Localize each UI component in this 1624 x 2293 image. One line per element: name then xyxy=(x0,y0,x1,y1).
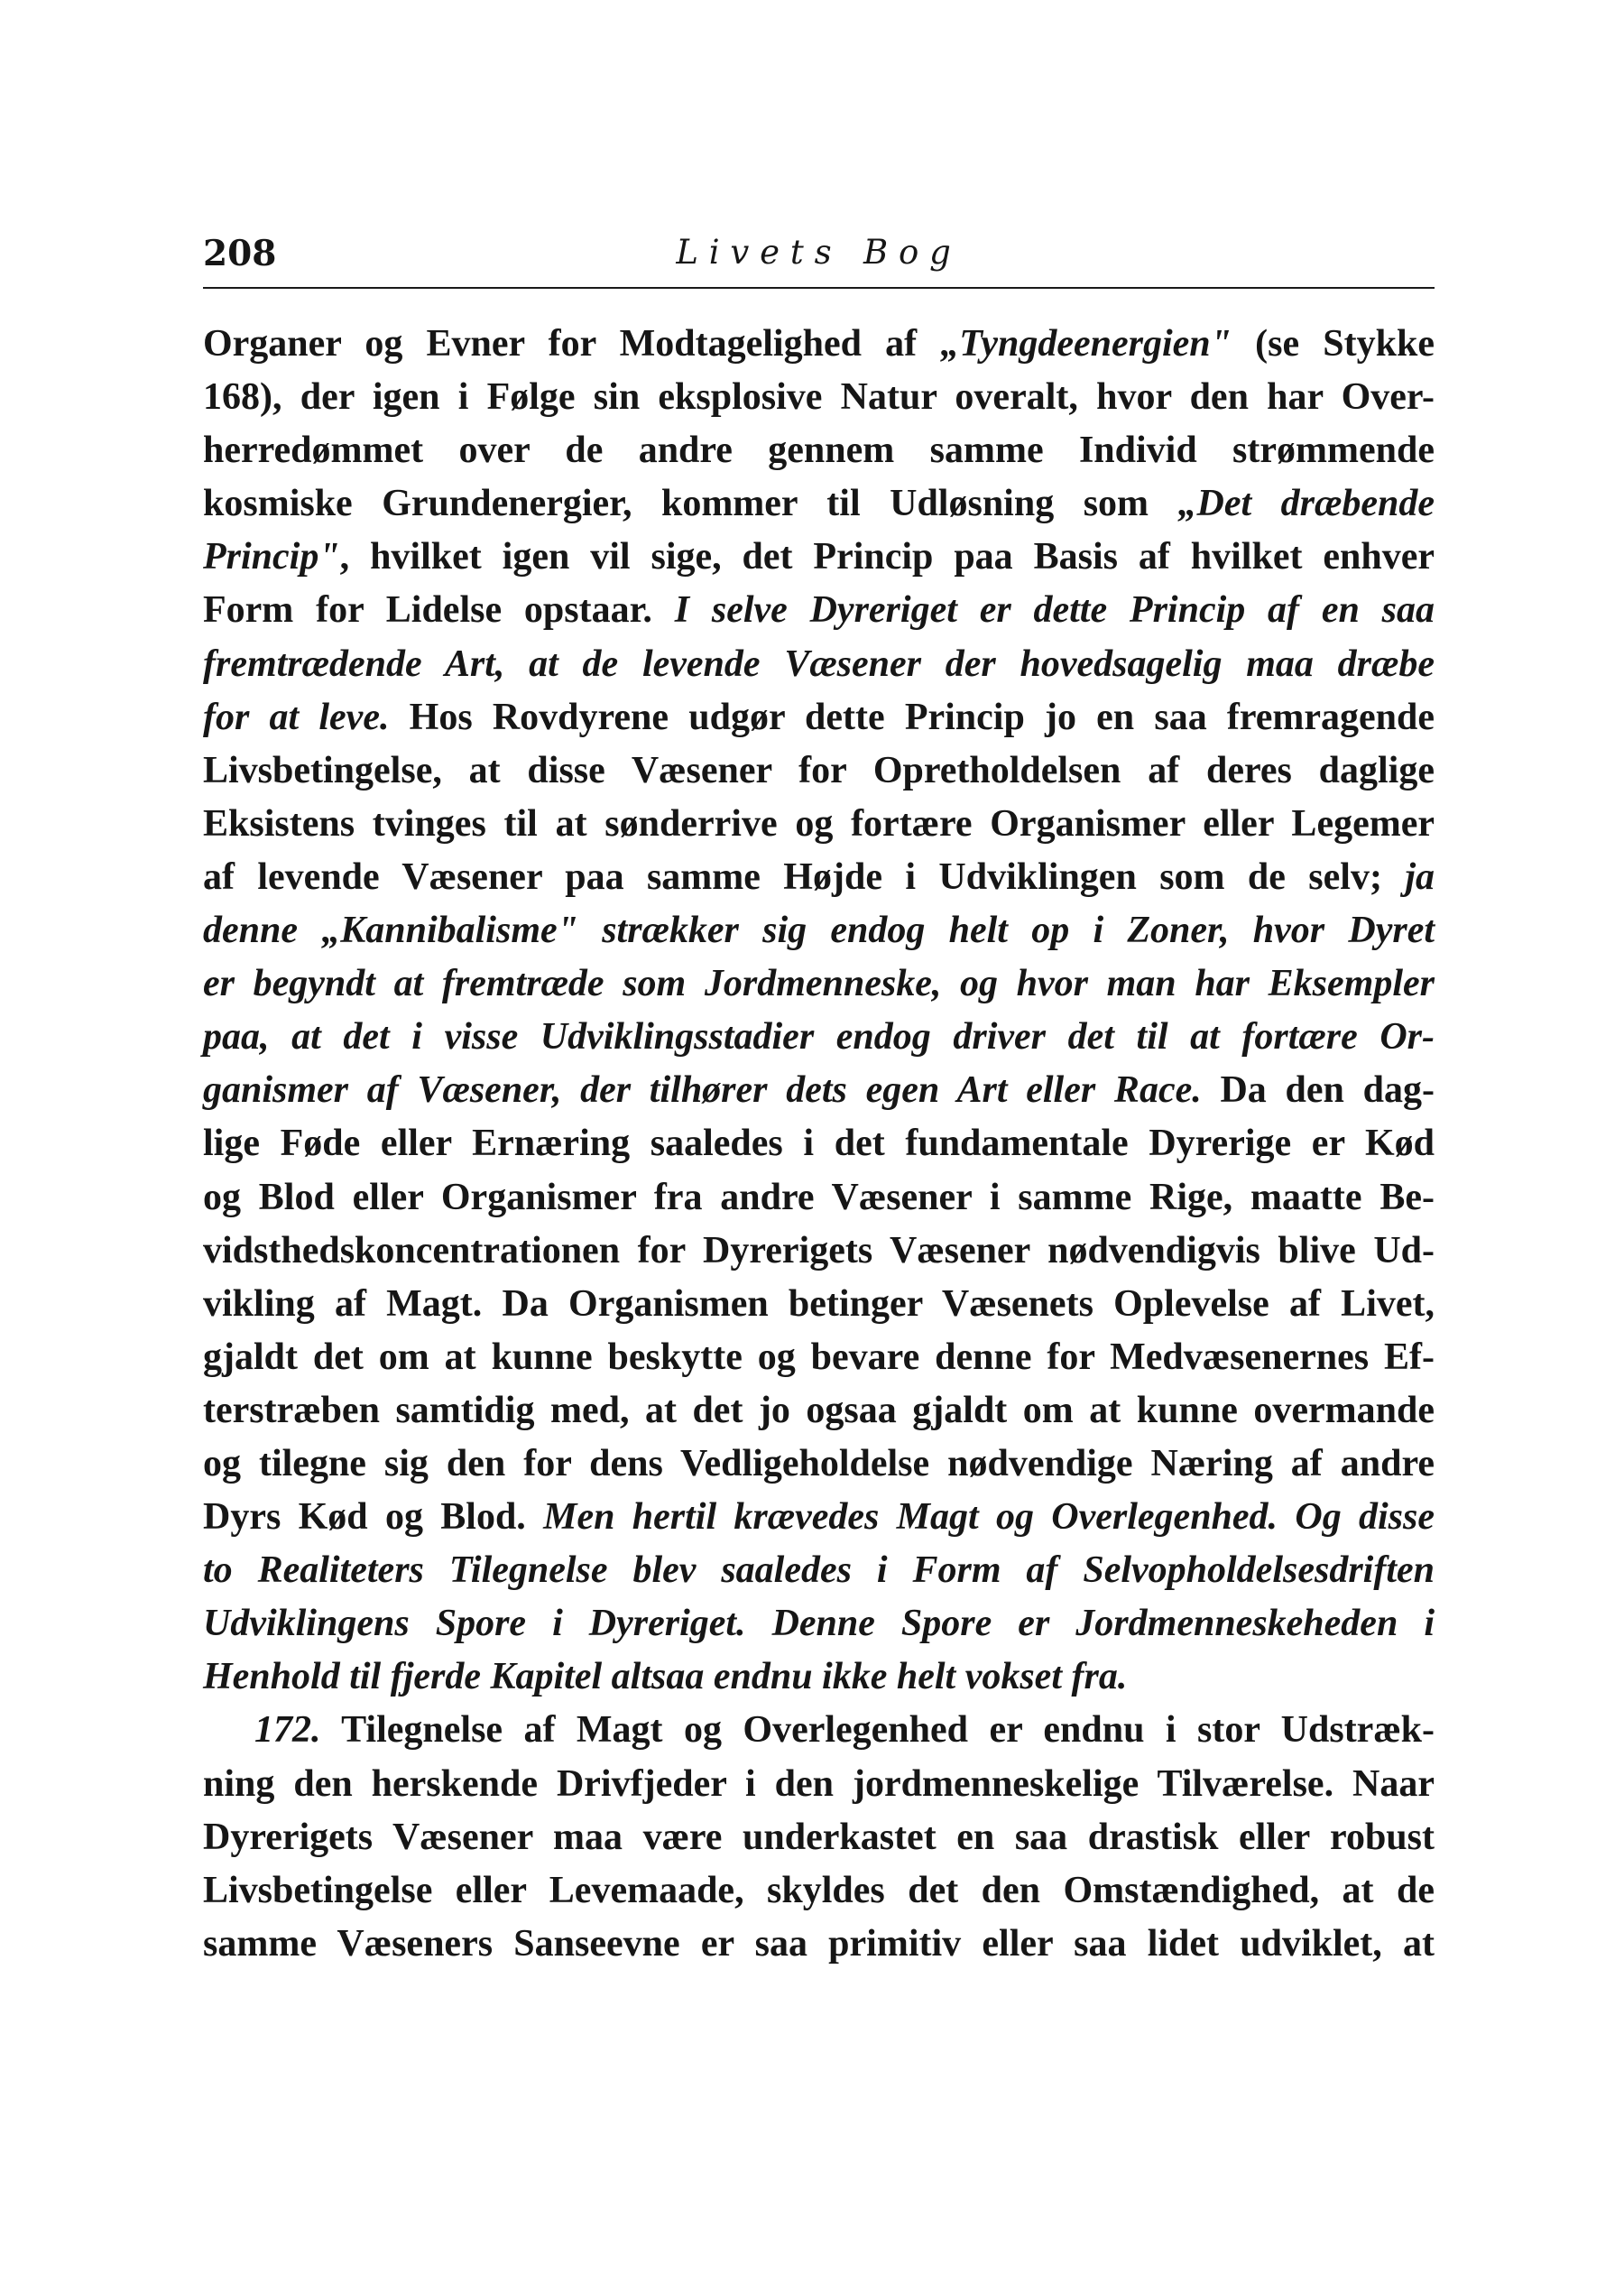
text-line xyxy=(203,1278,1435,1331)
text-segment: og Blod eller Organismer fra andre Væsener i samme Rige, maatte Be- xyxy=(203,1176,1435,1218)
text-segment: kosmiske Grundenergier, kommer til Udløsning som xyxy=(203,483,1178,525)
italic-text-segment: 172. xyxy=(254,1709,321,1752)
text-segment: Organer og Evner for Modtagelighed af xyxy=(203,323,941,365)
text-line xyxy=(203,798,1435,851)
text-segment: af levende Væsener paa samme Højde i Udviklingen som de selv; xyxy=(203,855,1406,898)
text-line xyxy=(203,1225,1435,1278)
italic-text-segment: I selve Dyreriget er dette Princip af en saa xyxy=(674,589,1435,632)
text-line xyxy=(203,1331,1435,1384)
text-line xyxy=(203,691,1435,744)
body-text xyxy=(203,318,1435,1971)
italic-text-segment: fremtrædende Art, at de levende Væsener der hovedsagelig maa dræbe xyxy=(203,643,1435,685)
italic-text-segment: ganismer af Væsener, der tilhører dets egen Art eller Race. xyxy=(203,1069,1202,1112)
italic-text-segment: paa, at det i visse Udviklingsstadier endog driver det til at fortære Or- xyxy=(203,1016,1435,1059)
italic-text-segment: for at leve. xyxy=(203,696,390,738)
text-line xyxy=(203,1117,1435,1170)
page-header xyxy=(203,233,1435,289)
text-line xyxy=(203,1597,1435,1650)
text-segment: Dyrs Kød og Blod. xyxy=(203,1496,544,1539)
text-segment: Livsbetingelse, at disse Væsener for Opretholdelsen af deres daglige xyxy=(203,749,1435,791)
text-segment: vidsthedskoncentrationen for Dyrerigets Væsener nødvendigvis blive Ud- xyxy=(203,1229,1435,1271)
text-segment: Eksistens tvinges til at sønderrive og fortære Organismer eller Legemer xyxy=(203,802,1435,845)
italic-text-segment: „Det dræbende xyxy=(1177,483,1435,525)
italic-text-segment: ja xyxy=(1405,855,1435,898)
running-title: Livets Bog xyxy=(676,233,962,272)
text-segment: og tilegne sig den for dens Vedligeholdelse nødvendige Næring af andre xyxy=(203,1442,1435,1484)
text-segment: Form for Lidelse opstaar. xyxy=(203,589,675,632)
text-line xyxy=(203,1650,1435,1704)
text-segment: , hvilket igen vil sige, det Princip paa Basis af hvilket enhver xyxy=(339,536,1435,578)
italic-text-segment: er begyndt at fremtræde som Jordmenneske, og hvor man har Eksempler xyxy=(203,963,1435,1005)
text-line xyxy=(203,1758,1435,1811)
text-line xyxy=(203,1171,1435,1225)
text-line xyxy=(203,584,1435,637)
text-line xyxy=(203,477,1435,531)
text-line xyxy=(203,1438,1435,1491)
italic-text-segment: Udviklingens Spore i Dyreriget. Denne Spore er Jordmenneskeheden i xyxy=(203,1603,1435,1645)
text-line xyxy=(203,1011,1435,1064)
text-line xyxy=(203,1491,1435,1544)
text-segment: Tilegnelse af Magt og Overlegenhed er endnu i stor Udstræk- xyxy=(320,1709,1435,1752)
text-line xyxy=(203,638,1435,691)
text-segment: Da den dag- xyxy=(1201,1069,1435,1112)
text-segment: gjaldt det om at kunne beskytte og bevare denne for Medvæsenernes Ef- xyxy=(203,1336,1435,1378)
text-line xyxy=(203,1811,1435,1864)
italic-text-segment: „Tyngdeenergien" xyxy=(940,323,1232,365)
text-line xyxy=(203,1064,1435,1117)
text-line xyxy=(203,1544,1435,1597)
text-line xyxy=(203,904,1435,957)
text-line xyxy=(203,1704,1435,1757)
text-segment: herredømmet over de andre gennem samme Individ strømmende xyxy=(203,430,1435,472)
text-segment: 168), der igen i Følge sin eksplosive Natur overalt, hvor den har Over- xyxy=(203,376,1435,419)
text-segment: (se Stykke xyxy=(1231,323,1435,365)
text-line xyxy=(203,371,1435,424)
italic-text-segment: Men hertil krævedes Magt og Overlegenhed. Og disse xyxy=(543,1496,1435,1539)
text-segment: lige Føde eller Ernæring saaledes i det fundamentale Dyrerige er Kød xyxy=(203,1123,1435,1165)
page-number: 208 xyxy=(203,233,277,274)
text-segment: ning den herskende Drivfjeder i den jordmenneskelige Tilværelse. Naar xyxy=(203,1762,1435,1805)
text-line xyxy=(203,1864,1435,1918)
text-segment: samme Væseners Sanseevne er saa primitiv eller saa lidet udviklet, at xyxy=(203,1922,1435,1965)
text-segment: terstræben samtidig med, at det jo ogsaa gjaldt om at kunne overmande xyxy=(203,1389,1435,1431)
text-line xyxy=(203,424,1435,477)
text-line xyxy=(203,1918,1435,1971)
text-line xyxy=(203,531,1435,584)
text-segment: Hos Rovdyrene udgør dette Princip jo en saa fremragende xyxy=(389,696,1435,738)
text-line xyxy=(203,1384,1435,1438)
text-line xyxy=(203,851,1435,904)
text-line xyxy=(203,957,1435,1011)
text-line xyxy=(203,744,1435,798)
italic-text-segment: denne „Kannibalisme" strækker sig endog helt op i Zoner, hvor Dyret xyxy=(203,910,1435,952)
italic-text-segment: Princip" xyxy=(203,536,340,578)
text-line xyxy=(203,318,1435,371)
italic-text-segment: Henhold til fjerde Kapitel altsaa endnu ikke helt vokset fra. xyxy=(203,1656,1128,1698)
italic-text-segment: to Realiteters Tilegnelse blev saaledes i Form af Selvopholdelsesdriften xyxy=(203,1549,1435,1592)
text-segment: vikling af Magt. Da Organismen betinger Væsenets Oplevelse af Livet, xyxy=(203,1282,1435,1325)
text-segment: Dyrerigets Væsener maa være underkastet en saa drastisk eller robust xyxy=(203,1816,1435,1858)
text-segment: Livsbetingelse eller Levemaade, skyldes det den Omstændighed, at de xyxy=(203,1869,1435,1911)
